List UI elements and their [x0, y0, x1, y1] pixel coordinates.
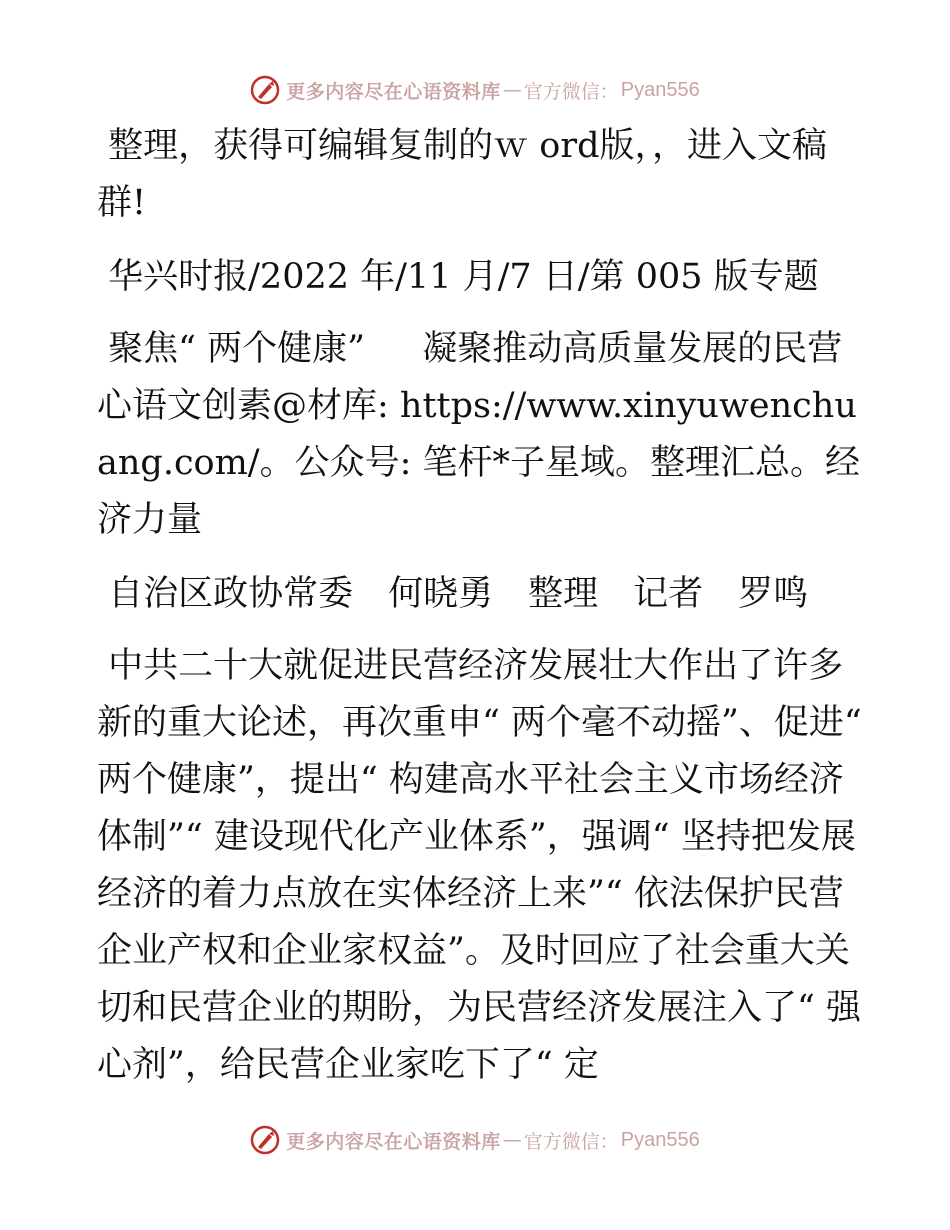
- paragraph-body: 中共二十大就促进民营经济发展壮大作出了许多新的重大论述，再次重申“ 两个毫不动摇”、促进“ 两个健康”，提出“ 构建高水平社会主义市场经济体制”“ 建设现代化产业体系”，强调“ 坚持把发展经济的着力点放在实体经济上来”“ 依法保护民营企业产权和企业家权益”。及时回应了社会重大关切和民营企业的期盼，为民营经济发展注入了“ 强心剂”，给民营企业家吃下了“ 定: [97, 646, 873, 1085]
- watermark-wechat-id: Pyan556: [620, 78, 700, 101]
- document-body: [97, 118, 873, 1111]
- paragraph-intro: 整理，获得可编辑复制的ｗ ord版，，进入文稿群!: [97, 126, 827, 223]
- watermark-wechat-id: Pyan556: [620, 1128, 700, 1151]
- paragraph-source: 华兴时报/2022 年/11 月/7 日/第 005 版专题: [97, 257, 819, 297]
- pen-logo-icon: [250, 75, 280, 105]
- watermark-separator: —: [502, 79, 522, 101]
- footer-watermark: [0, 1120, 950, 1160]
- paragraph-title: 聚焦“ 两个健康” 凝聚推动高质量发展的民营心语文创素@材库: https://www.xinyuwenchuang.com/。公众号: 笔杆*子星域。整理汇总。经济力量: [97, 329, 861, 540]
- header-watermark: [0, 70, 950, 110]
- watermark-text: 更多内容尽在心语资料库: [286, 80, 501, 103]
- watermark-official-label: 官方微信：: [523, 1130, 619, 1153]
- paragraph-byline: 自治区政协常委 何晓勇 整理 记者 罗鸣: [97, 574, 809, 614]
- pen-logo-icon: [250, 1125, 280, 1155]
- watermark-text: 更多内容尽在心语资料库: [286, 1130, 501, 1153]
- watermark-separator: —: [502, 1129, 522, 1151]
- watermark-official-label: 官方微信：: [523, 80, 619, 103]
